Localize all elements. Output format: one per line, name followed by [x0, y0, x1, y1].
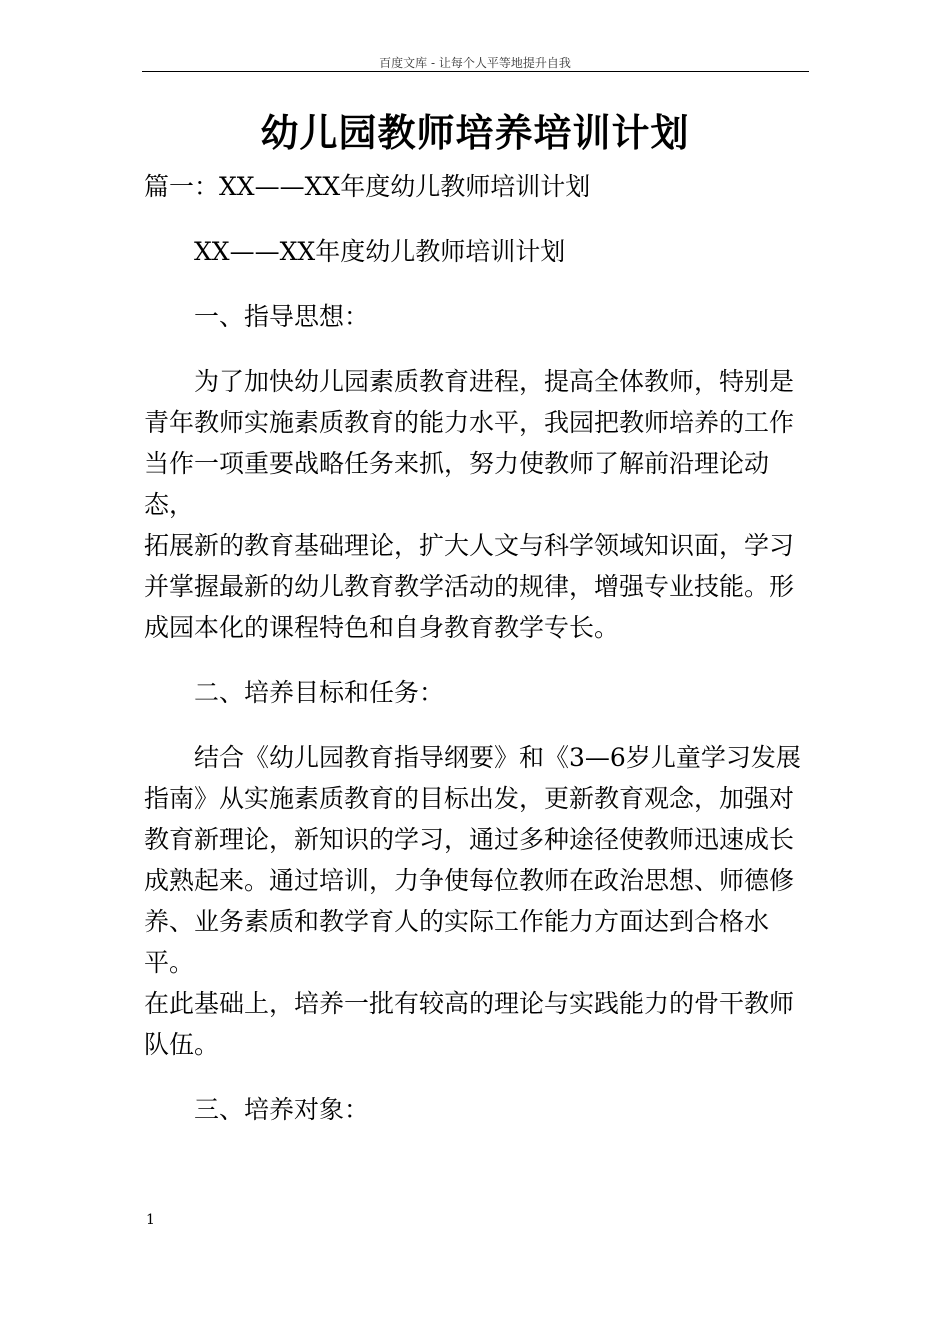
section-heading-goals-tasks: 二、培养目标和任务：	[194, 678, 445, 707]
header-divider	[142, 71, 809, 72]
paragraph-line: 拓展新的教育基础理论，扩大人文与科学领域知识面，学习	[144, 531, 795, 560]
paragraph-line: 成园本化的课程特色和自身教育教学专长。	[144, 613, 620, 642]
document-title: 幼儿园教师培养培训计划	[260, 110, 690, 156]
section-heading-training-targets: 三、培养对象：	[194, 1095, 370, 1124]
paragraph-line: 结合《幼儿园教育指导纲要》和《3—6岁儿童学习发展	[194, 743, 801, 772]
paragraph-line: 并掌握最新的幼儿教育教学活动的规律，增强专业技能。形	[144, 572, 795, 601]
document-body	[144, 166, 812, 1130]
section-heading-guiding-ideology: 一、指导思想：	[194, 302, 370, 331]
paragraph-line: 指南》从实施素质教育的目标出发，更新教育观念，加强对	[144, 784, 795, 813]
paragraph-line: 在此基础上，培养一批有较高的理论与实践能力的骨干教师	[144, 989, 795, 1018]
paragraph-line: 当作一项重要战略任务来抓，努力使教师了解前沿理论动态，	[144, 449, 770, 519]
plan-subtitle: XX——XX年度幼儿教师培训计划	[194, 237, 566, 266]
page-number: 1	[146, 1212, 155, 1228]
paragraph-line: 青年教师实施素质教育的能力水平，我园把教师培养的工作	[144, 408, 795, 437]
paragraph-line: 教育新理论，新知识的学习，通过多种途径使教师迅速成长	[144, 825, 795, 854]
section-paragraph-goals-tasks	[144, 737, 812, 1065]
section-paragraph-guiding-ideology	[144, 361, 812, 648]
paragraph-line: 队伍。	[144, 1030, 220, 1059]
part-heading: 篇一：XX——XX年度幼儿教师培训计划	[144, 172, 591, 201]
paragraph-line: 为了加快幼儿园素质教育进程，提高全体教师，特别是	[194, 367, 795, 396]
paragraph-line: 养、业务素质和教学育人的实际工作能力方面达到合格水平。	[144, 907, 770, 977]
paragraph-line: 成熟起来。通过培训，力争使每位教师在政治思想、师德修	[144, 866, 795, 895]
page-header: 百度文库 - 让每个人平等地提升自我	[379, 56, 571, 70]
